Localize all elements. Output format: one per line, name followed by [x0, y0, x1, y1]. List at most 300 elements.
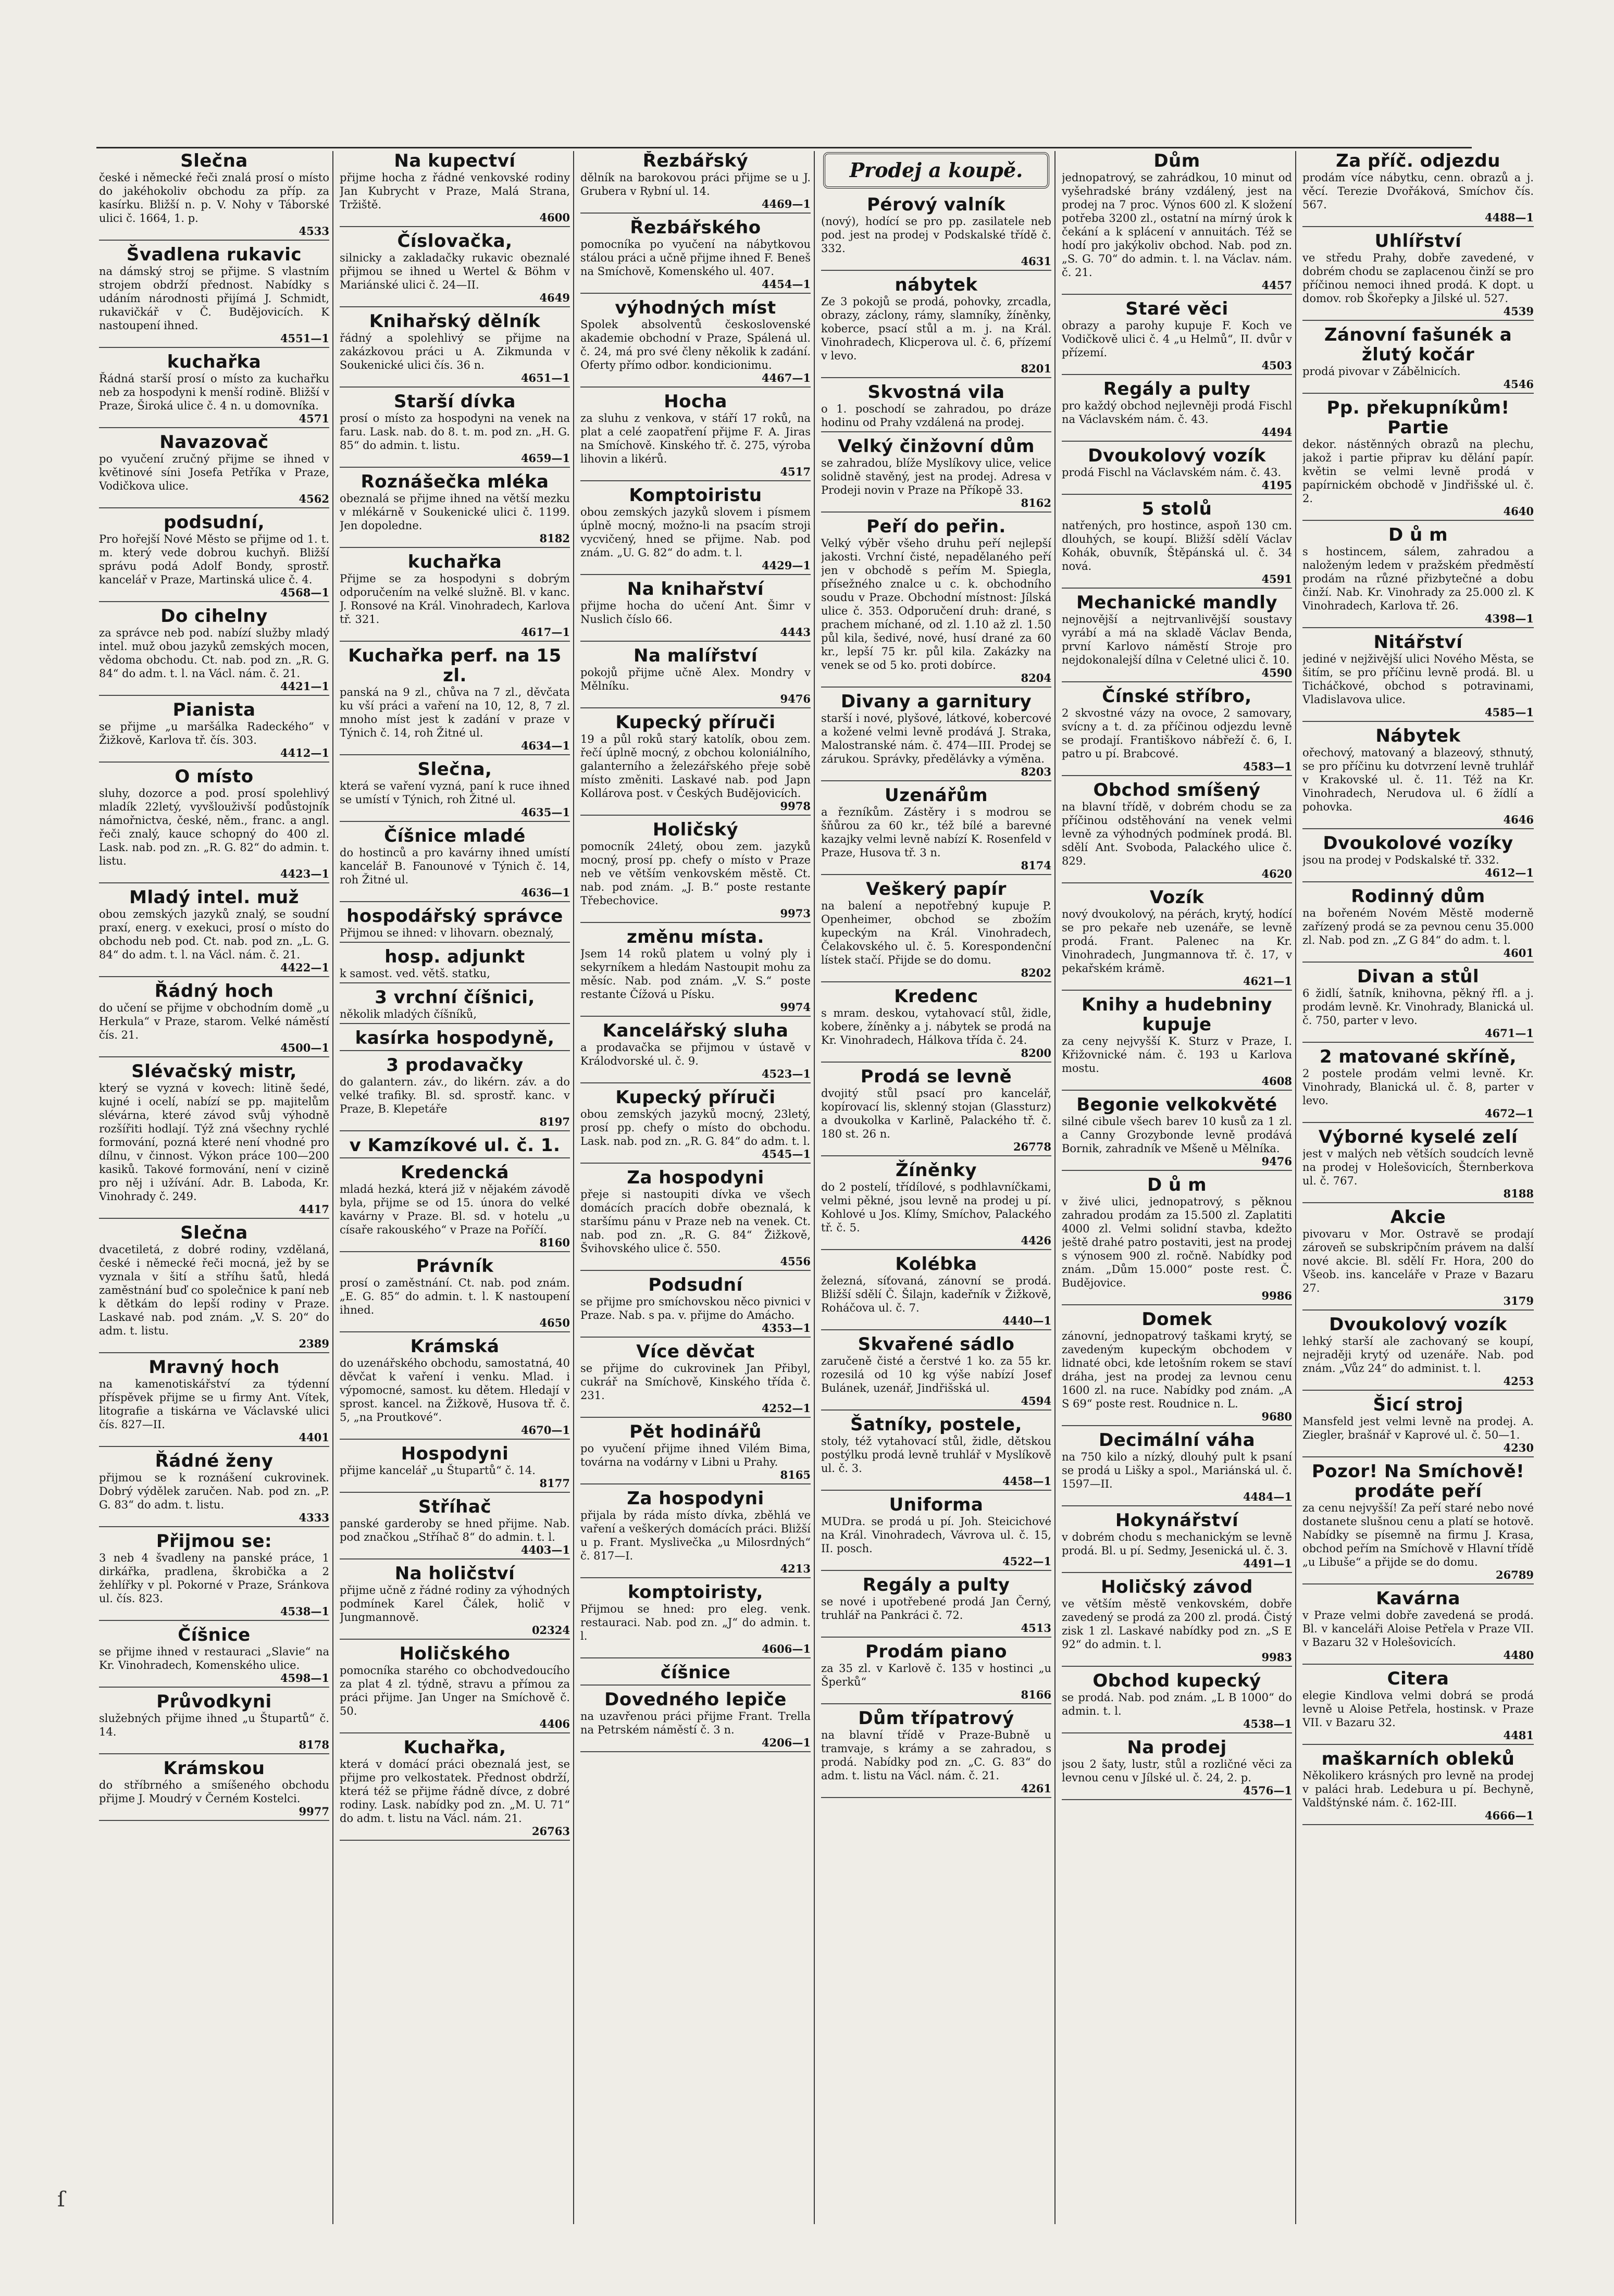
ad-headline: kuchařka	[167, 352, 262, 372]
ad-headline: Prodám piano	[865, 1641, 1008, 1662]
classified-ad	[99, 1223, 329, 1353]
classified-ad	[580, 218, 811, 294]
classified-ad	[1062, 593, 1292, 682]
ad-headline: Dům	[1153, 151, 1200, 171]
classified-ad	[821, 987, 1051, 1063]
classified-ad	[99, 1692, 329, 1754]
ad-body: jsou na prodej v Podskalské tř. 332.	[1302, 854, 1499, 866]
classified-ad	[340, 826, 570, 902]
ad-code: 4522—1	[1002, 1555, 1051, 1568]
ad-headline: O místo	[175, 766, 254, 787]
ad-body: za 35 zl. v Karlově č. 135 v hostinci „u Šperků“	[821, 1662, 1051, 1688]
classified-ad	[580, 1088, 811, 1164]
classified-ad	[99, 513, 329, 602]
ad-headline: komptoiristy,	[628, 1582, 763, 1603]
classified-ad	[1302, 525, 1534, 628]
classified-ad	[1302, 632, 1534, 722]
ad-body: do učení se přijme v obchodním domě „u Herkula“ v Praze, starom. Velké náměstí čís. 21.	[99, 1002, 329, 1041]
ad-body: přijmou se k roznášení cukrovinek. Dobrý výdělek zaručen. Nab. pod zn. „P. G. 83“ do adm. t. listu.	[99, 1471, 329, 1511]
ad-headline: Do cihelny	[160, 606, 268, 627]
top-rule	[96, 147, 1472, 148]
ad-code: 4523—1	[761, 1067, 811, 1080]
ad-body: pomocníka starého co obchodvedoucího za plat 4 zl. týdně, stravu a přímou za práci přijme. Jan Unger na Smíchově č. 50.	[340, 1664, 570, 1717]
ad-body: ve větším městě venkovském, dobře zavedený se prodá za 200 zl. prodá. Čistý zisk 1 zl. Laskavé nabídky pod zn. „S E 92“ do admin. t. l.	[1062, 1598, 1292, 1651]
classified-ad	[1302, 833, 1534, 882]
ad-body: ořechový, matovaný a blazeový, sthnutý, se pro příčinu ku dotvrzení levně truhlář v Krakovské ul. č. 11. Též na Kr. Vinohradech, Nerudova ul. 6 žídlí a pohovka.	[1302, 746, 1534, 813]
ad-body: prosí o místo za hospodyni na venek na faru. Lask. nab. do 8. t. m. pod zn. „H. G. 85“ do admin. t. listu.	[340, 412, 570, 452]
ad-body: dvojitý stůl psací pro kancelář, kopírovací lis, sklenný stojan (Glassturz) a dvoukolka v Karlině, Palackého tř. č. 180 st. 26 n.	[821, 1087, 1051, 1140]
ad-body: Ze 3 pokojů se prodá, pohovky, zrcadla, obrazy, záclony, rámy, slamníky, žíněnky, koberce, psací stůl a m. j. na Král. Vinohradech, Klicperova ul. č. 6, přízemí v levo.	[821, 295, 1051, 362]
classified-ad	[99, 1357, 329, 1447]
ad-body: se přijme ihned v restauraci „Slavie“ na Kr. Vinohradech, Komenského ulice.	[99, 1645, 329, 1671]
classified-ad	[821, 436, 1051, 513]
ad-code: 4556	[780, 1255, 811, 1268]
classified-ad	[340, 1337, 570, 1440]
classified-ad	[580, 1582, 811, 1658]
ad-headline: Begonie velkokvěté	[1076, 1094, 1277, 1115]
ad-headline: Skvostná vila	[867, 382, 1005, 403]
ad-body: za sluhu z venkova, v stáří 17 roků, na plat a celé zaopatření přijme F. A. Jiras na Smíchově. Kinského tř. č. 275, výroba lihovin a likérů.	[580, 412, 811, 465]
ad-code: 4421—1	[280, 680, 329, 693]
ad-headline: podsudní,	[163, 512, 265, 533]
ad-headline: Hokynářství	[1115, 1510, 1239, 1531]
classified-ad	[340, 231, 570, 307]
classified-ad	[1302, 1315, 1534, 1391]
ad-headline: Staré věci	[1125, 298, 1228, 319]
ad-headline: Více děvčat	[636, 1341, 755, 1362]
ad-code: 4253	[1503, 1375, 1534, 1388]
classified-ad	[821, 195, 1051, 271]
classified-ad	[1302, 398, 1534, 521]
ad-code: 4538—1	[1243, 1717, 1292, 1730]
ad-code: 4423—1	[280, 867, 329, 880]
ad-body: Řádná starší prosí o místo za kuchařku neb za hospodyni k menší rodině. Bližší v Praze, Široká ulice č. 4 n. u domovníka.	[99, 372, 329, 412]
ad-headline: Číšnice	[178, 1625, 251, 1645]
ad-code: 9476	[780, 692, 811, 705]
ad-body: prosí o zaměstnání. Ct. nab. pod znám. „E. G. 85“ do admin. t. l. K nastoupení ihned.	[340, 1277, 570, 1316]
ad-body: přijme kancelář „u Štupartů“ č. 14.	[340, 1464, 536, 1477]
classified-ad	[580, 1342, 811, 1418]
ad-code: 9974	[780, 1001, 811, 1014]
classified-ad	[340, 1256, 570, 1332]
ad-headline: Pozor! Na Smíchově! prodáte peří	[1311, 1461, 1525, 1502]
ad-headline: Průvodkyni	[156, 1691, 272, 1712]
classified-columns	[99, 151, 1534, 2224]
ad-body: 6 židlí, šatník, knihovna, pěkný řfl. a j. prodám levně. Kr. Vinohrady, Blanická ul. č. 750, parter v levo.	[1302, 987, 1534, 1027]
ad-headline: Dovedného lepiče	[604, 1689, 787, 1710]
ad-headline: Šatníky, postele,	[850, 1414, 1022, 1435]
ad-body: na kamenotiskářství za týdenní příspěvek přijme se u firmy Ant. Vítek, litografie a tiskárna ve Václavské ulici čís. 827—II.	[99, 1378, 329, 1431]
ad-body: obou zemských jazyků znalý, se soudní praxí, energ. v exekuci, prosí o místo do obchodu neb pod. Ct. nab. pod zn. „L. G. 84“ do adm. t. l. na Václ. nám. č. 21.	[99, 908, 329, 961]
classified-ad	[1062, 687, 1292, 776]
ad-body: natřených, pro hostince, aspoň 130 cm. dlouhých, se koupí. Bližší sdělí Václav Kohák, obuvník, Štěpánská ul. č. 34 nová.	[1062, 519, 1292, 572]
ad-headline: Šicí stroj	[1373, 1394, 1463, 1415]
ad-code: 3179	[1503, 1294, 1534, 1307]
classified-ad	[99, 1625, 329, 1688]
classified-ad	[580, 820, 811, 923]
classified-ad	[1302, 967, 1534, 1043]
ad-code: 4440—1	[1002, 1314, 1051, 1327]
ad-headline: Domek	[1141, 1309, 1212, 1330]
ad-headline: Kuchařka,	[403, 1737, 506, 1758]
ad-body: s hostincem, sálem, zahradou a naloženým ledem v pražském předměstí prodám na různé přizbytečné a dobu činží. Nab. Kr. Vinohrady za 25.000 zl. K Vinohradech, Karlova tř. 26.	[1302, 545, 1534, 612]
classified-ad	[1302, 1669, 1534, 1745]
ad-body: železná, síťovaná, zánovní se prodá. Bližší sdělí Č. Šilajn, kadeřník v Žižkově, Roháčova ul. č. 7.	[821, 1275, 1051, 1314]
ad-code: 4353—1	[761, 1321, 811, 1334]
ad-body: v dobrém chodu s mechanickým se levně prodá. Bl. u pí. Sedmy, Jesenická ul. č. 3.	[1062, 1531, 1292, 1557]
ad-code: 4621—1	[1243, 975, 1292, 988]
ad-body: starší i nové, plyšové, látkové, kobercové a kožené velmi levně prodává J. Straka, Malostranské nám. č. 474—III. Prodej se zárukou. Správky, předělávky a výměna.	[821, 712, 1051, 765]
ad-body: po vyučení přijme ihned Vilém Bima, továrna na vodárny v Libni u Prahy.	[580, 1442, 811, 1468]
ad-headline: Slečna,	[417, 759, 492, 780]
ad-body: Spolek absolventů československé akademie obchodní v Praze, Spálená ul. č. 24, má pro své členy několik k zadání. Oferty přímo odbor. kondicionimu.	[580, 318, 811, 371]
ad-code: 4539	[1503, 305, 1534, 318]
ad-code: 4598—1	[280, 1671, 329, 1684]
ad-headline: Uniforma	[889, 1494, 984, 1515]
ad-body: na bořeném Novém Městě moderně zařízený prodá se za pevnou cenu 35.000 zl. Nab. pod zn. „Z G 84“ do adm. t. l.	[1302, 907, 1534, 946]
ad-headline: Číslovačka,	[397, 231, 513, 252]
ad-code: 4457	[1261, 279, 1292, 292]
classified-ad	[1302, 1589, 1534, 1665]
ad-headline: Na kupectví	[394, 151, 516, 171]
ad-code: 4426	[1021, 1234, 1051, 1247]
classified-ad	[1062, 995, 1292, 1091]
classified-ad	[99, 1451, 329, 1527]
ad-headline: Kolébka	[895, 1254, 977, 1275]
ad-code: 4649	[539, 291, 570, 304]
ad-code: 4417	[299, 1203, 329, 1216]
ad-headline: maškarních obleků	[1321, 1749, 1515, 1769]
ad-body: panské garderoby se hned přijme. Nab. pod značkou „Stříhač 8“ do admin. t. l.	[340, 1517, 570, 1543]
ad-headline: Velký činžovní dům	[838, 436, 1035, 457]
ad-code: 9978	[780, 800, 811, 813]
ad-body: silné cibule všech barev 10 kusů za 1 zl. a Canny Grozybonde levně prodává Bornik, zahradník ve Mšeně u Mělníka.	[1062, 1115, 1292, 1155]
ad-code: 4481	[1503, 1729, 1534, 1742]
ad-headline: Mladý intel. muž	[129, 887, 299, 908]
classified-ad	[1062, 499, 1292, 589]
ad-code: 4429—1	[761, 559, 811, 572]
ad-body: jediné v nejživější ulici Nového Města, se šitím, se pro příčinu levně prodá. Bl. u Ticháčkové, obchod s potravinami, Vladislavova ulice.	[1302, 653, 1534, 706]
ad-code: 4494	[1261, 426, 1292, 439]
ad-headline: Dvoukolový vozík	[1088, 445, 1266, 466]
ad-headline: Slévačský mistr,	[131, 1061, 297, 1082]
classified-ad	[1062, 299, 1292, 375]
ad-headline: Stříhač	[418, 1496, 491, 1517]
ad-headline: Akcie	[1390, 1207, 1446, 1228]
ad-headline: Kredenc	[894, 986, 978, 1007]
ad-body: pokojů přijme učně Alex. Mondry v Mělníku.	[580, 666, 811, 692]
ad-headline: Knihy a hudebniny kupuje	[1081, 994, 1273, 1035]
ad-headline: Veškerý papír	[866, 879, 1007, 900]
ad-body: se zahradou, blíže Myslíkovy ulice, velice solidně stavěný, jest na prodej. Adresa v Prodeji novin v Praze na Příkopě 33.	[821, 457, 1051, 496]
ad-code: 8160	[539, 1236, 570, 1249]
ad-body: řádný a spolehlivý se přijme na zakázkovou práci u A. Zikmunda v Soukenické ulici čís. 36 n.	[340, 332, 570, 371]
ad-headline: Krámská	[410, 1336, 500, 1357]
classified-ad	[99, 981, 329, 1057]
ad-body: (nový), hodící se pro pp. zasilatele neb pod. jest na prodej v Podskalské třídě č. 332.	[821, 215, 1051, 255]
ad-code: 4617—1	[520, 626, 570, 639]
ad-code: 9476	[1261, 1155, 1292, 1168]
ad-body: o 1. poschodí se zahradou, po dráze hodinu od Prahy vzdálená na prodej.	[821, 403, 1051, 429]
ad-code: 8202	[1021, 966, 1051, 979]
ad-code: 4403—1	[520, 1543, 570, 1556]
ad-code: 8178	[299, 1738, 329, 1751]
ad-body: k samost. ved. větš. statku,	[340, 967, 490, 980]
ad-code: 4422—1	[280, 961, 329, 974]
ad-headline: Navazovač	[159, 432, 269, 453]
ad-code: 4594	[1021, 1394, 1051, 1407]
classified-ad	[340, 1444, 570, 1493]
ad-body: zaručeně čisté a čerstvé 1 ko. za 55 kr. rozesilá od 10 kg výše nabízí Josef Bulánek, uzenář, Jindřišská ul.	[821, 1355, 1051, 1394]
ad-headline: 3 vrchní číšnici,	[375, 987, 535, 1008]
classified-ad	[340, 759, 570, 822]
ad-body: ve středu Prahy, dobře zavedené, v dobrém chodu se zaplacenou činží se pro příčinou nemoci ihned prodá. K dopt. u domov. rob Škořepky a Jilské ul. 527.	[1302, 252, 1534, 305]
ad-headline: Řezbářský	[642, 151, 749, 171]
ad-headline: hosp. adjunkt	[384, 946, 525, 967]
classified-ad	[340, 906, 570, 943]
ad-body: na balení a nepotřebný kupuje P. Openheimer, obchod se zbožím kupeckým na Král. Vinohradech, Čelakovského ul. č. 5. Korespondenční lístek stačí. Přijde se do domu.	[821, 900, 1051, 966]
ad-headline: Kupecký příruči	[615, 1087, 776, 1108]
classified-ad	[99, 352, 329, 428]
ad-headline: Mravný hoch	[148, 1357, 280, 1378]
classified-ad	[580, 646, 811, 708]
ad-headline: Kuchařka perf. na 15 zl.	[348, 645, 562, 686]
ad-headline: Slečna	[180, 151, 248, 171]
classified-ad	[340, 1564, 570, 1640]
ad-headline: nábytek	[895, 274, 978, 295]
classified-ad	[580, 1275, 811, 1338]
ad-headline: Právník	[416, 1256, 494, 1277]
classified-ad	[99, 1531, 329, 1621]
column-4	[821, 151, 1056, 2224]
classified-ad	[821, 879, 1051, 982]
ad-body: přijme učně z řádné rodiny za výhodných podmínek Karel Čálek, holič v Jungmannově.	[340, 1584, 570, 1624]
ad-body: se přijme „u maršálka Radeckého“ v Žižkově, Karlova tř. čís. 303.	[99, 720, 329, 746]
section-title: Prodej a koupě.	[823, 152, 1049, 189]
ad-headline: Za hospodyni	[627, 1167, 764, 1188]
ad-body: 3 neb 4 švadleny na panské práce, 1 dirkářka, pradlena, škrobička a 2 žehlířky v pl. Pokorné v Praze, Sránkova ul. čís. 823.	[99, 1552, 329, 1605]
ad-code: 4601	[1503, 946, 1534, 959]
classified-ad	[580, 1489, 811, 1578]
ad-body: za ceny nejvyšší K. Sturz v Praze, I. Křižovnické nám. č. 193 u Karlova mostu.	[1062, 1035, 1292, 1075]
ad-code: 4583—1	[1243, 760, 1292, 773]
classified-ad	[821, 1067, 1051, 1156]
classified-ad	[1302, 325, 1534, 394]
ad-headline: Regály a pulty	[862, 1575, 1010, 1595]
ad-code: 9977	[299, 1805, 329, 1818]
classified-ad	[340, 472, 570, 548]
ad-code: 4488—1	[1484, 211, 1534, 224]
ad-body: prodám více nábytku, cenn. obrazů a j. věcí. Terezie Dvořáková, Smíchov čís. 567.	[1302, 171, 1534, 211]
ad-headline: Holičský	[652, 819, 739, 840]
ad-code: 4606—1	[761, 1642, 811, 1655]
ad-body: elegie Kindlova velmi dobrá se prodá levně u Aloise Petřela, hostinsk. v Praze VII. v Bazaru 32.	[1302, 1689, 1534, 1729]
ad-body: do stříbrného a smíšeného obchodu přijme J. Moudrý v Černém Kostelci.	[99, 1779, 329, 1805]
ad-headline: Nábytek	[1375, 726, 1461, 746]
ad-code: 4646	[1503, 813, 1534, 826]
ad-body: do uzenářského obchodu, samostatná, 40 děvčat k vaření i venku. Mlad. i výpomocné, samost. ku dětem. Hledají v sprost. kancel. na Žižkově, Husova tř. č. 5, „na Proutkové“.	[340, 1357, 570, 1424]
ad-headline: Holičského	[399, 1643, 511, 1664]
ad-body: Mansfeld jest velmi levně na prodej. A. Ziegler, brašnář v Kaprové ul. č. 50—1.	[1302, 1415, 1534, 1441]
ad-body: Přijmou se ihned: v lihovarn. obeznalý,	[340, 927, 554, 939]
ad-code: 8166	[1021, 1688, 1051, 1701]
classified-ad	[1302, 1749, 1534, 1825]
ad-body: na 750 kilo a nízký, dlouhý pult k psaní se prodá u Lišky a spol., Mariánská ul. č. 1597—II.	[1062, 1451, 1292, 1490]
ad-headline: Řádný hoch	[154, 981, 274, 1002]
classified-ad	[340, 392, 570, 468]
ad-code: 4568—1	[280, 586, 329, 599]
ad-body: Jsem 14 roků platem u volný ply i sekyrníkem a hledám Nastoupit mohu za měsíc. Nab. pod znám. „V. S.“ poste restante Čížová u Písku.	[580, 947, 811, 1001]
ad-body: 2 postele prodám velmi levně. Kr. Vinohrady, Blanická ul. č. 8, parter v levo.	[1302, 1067, 1534, 1107]
ad-headline: D ů m	[1388, 525, 1448, 545]
ad-headline: Přijmou se:	[156, 1531, 272, 1552]
ad-code: 8174	[1021, 859, 1051, 872]
ad-body: 19 a půl roků starý katolík, obou zem. řečí úplně mocný, z obchou koloniálního, galanterního a železářského přeje sobě místo změniti. Laskavé nab. pod Japn Kollárova post. v Českých Budějovicích.	[580, 733, 811, 800]
ad-code: 26789	[1495, 1568, 1534, 1581]
ad-body: se prodá. Nab. pod znám. „L B 1000“ do admin. t. l.	[1062, 1691, 1292, 1717]
classified-ad	[821, 1642, 1051, 1704]
ad-code: 4659—1	[520, 452, 570, 465]
classified-ad	[580, 151, 811, 214]
classified-ad	[1062, 1671, 1292, 1733]
ad-headline: Švadlena rukavic	[126, 244, 302, 265]
ad-body: silnicky a zakladačky rukavic obeznalé přijmou se ihned u Wertel & Böhm v Mariánské ulici č. 24—II.	[340, 252, 570, 291]
ad-body: která se vaření vyzná, paní k ruce ihned se umístí v Týnich, roh Žitné ul.	[340, 780, 570, 806]
classified-ad	[821, 382, 1051, 432]
ad-code: 4546	[1503, 378, 1534, 391]
ad-headline: Knihařský dělník	[369, 311, 541, 332]
ad-headline: Uzenářům	[884, 785, 988, 806]
ad-headline: kasírka hospodyně,	[355, 1028, 555, 1049]
ad-body: Několikero krásných pro levně na prodej v paláci hrab. Ledebura u pí. Bechyně, Valdštýnské nám. č. 162-III.	[1302, 1769, 1534, 1809]
classified-ad	[821, 1708, 1051, 1798]
ad-headline: Pp. překupníkům! Partie	[1326, 397, 1510, 438]
ad-body: s mram. deskou, vytahovací stůl, židle, kobere, žíněnky a j. nábytek se prodá na Kr. Vinohradech, Hálkova třída č. 24.	[821, 1007, 1051, 1046]
column-3	[580, 151, 815, 2224]
ad-code: 4484—1	[1243, 1490, 1292, 1503]
ad-body: přeje si nastoupiti dívka ve všech domácích pracích dobře obeznalá, k staršímu pánu v Praze neb na venek. Ct. nab. pod zn. „R. G. 84“ Žižkově, Švihovského ulice č. 550.	[580, 1188, 811, 1255]
classified-ad	[99, 1062, 329, 1219]
ad-body: panská na 9 zl., chůva na 7 zl., děvčata ku vší práci a vaření na 10, 12, 8, 7 zl. mnoho míst jest k zadání v praze v Týnich č. 14, roh Žitné ul.	[340, 686, 570, 739]
ad-code: 4538—1	[280, 1605, 329, 1618]
classified-ad	[580, 1422, 811, 1484]
ad-code: 4620	[1261, 867, 1292, 880]
classified-ad	[1062, 446, 1292, 495]
ad-headline: Hospodyni	[401, 1443, 509, 1464]
classified-ad	[1062, 1095, 1292, 1171]
classified-ad	[340, 1738, 570, 1841]
ad-headline: Regály a pulty	[1103, 379, 1251, 400]
ad-code: 4230	[1503, 1441, 1534, 1454]
classified-ad	[1302, 887, 1534, 963]
classified-ad	[821, 1254, 1051, 1330]
classified-ad	[821, 275, 1051, 378]
classified-ad	[821, 1161, 1051, 1250]
ad-code: 8188	[1503, 1187, 1534, 1200]
classified-ad	[1302, 151, 1534, 227]
ad-code: 4545—1	[761, 1147, 811, 1161]
classified-ad	[340, 311, 570, 388]
ad-body: na blavní třídě v Praze-Bubně u tramvaje, s krámy a se zahradou, s prodá. Nabídky pod zn. „C. G. 83“ do adm. t. listu na Václ. nám. č. 21.	[821, 1729, 1051, 1782]
ad-code: 8203	[1021, 765, 1051, 778]
ad-headline: Kancelářský sluha	[602, 1020, 789, 1041]
ad-body: služebných přijme ihned „u Štupartů“ č. 14.	[99, 1712, 329, 1738]
classified-ad	[340, 1163, 570, 1252]
ad-code: 4467—1	[761, 371, 811, 384]
classified-ad	[1302, 231, 1534, 321]
column-6	[1302, 151, 1537, 2224]
ad-code: 8197	[539, 1115, 570, 1128]
ad-body: stoly, též vytahovací stůl, židle, dětskou postýlku prodá levně truhlář v Myslíkově ul. č. 3.	[821, 1435, 1051, 1475]
ad-code: 4503	[1261, 359, 1292, 372]
ad-body: který se vyzná v kovech: litině šedé, kujné i ocelí, nabízí se pp. majitelům slévárna, které závod svůj výhodně rozšířiti hodlají. Týž zná všechny rychlé formování, pozná které není vhodné pro dílnu, v činnost. Výkon práce 100—200 kasiků. Takové formování, není v cizině pro něj i užívání. Adr. B. Laboda, Kr. Vinohrady č. 249.	[99, 1082, 329, 1203]
ad-code: 4636—1	[520, 886, 570, 899]
ad-code: 8177	[539, 1477, 570, 1490]
ad-body: jednopatrový, se zahrádkou, 10 minut od vyšehradské brány vzdálený, jest na prodej na 7 proc. Výnos 600 zl. K složení potřeba 3200 zl., ostatní na mírný úrok k čekání a k splácení v annuitách. Též se hodí pro jakýkoliv obchod. Nab. pod zn. „S. G. 70“ do admin. t. l. na Václav. nám. č. 21.	[1062, 171, 1292, 279]
ad-code: 4406	[539, 1717, 570, 1730]
ad-body: dvacetiletá, z dobré rodiny, vzdělaná, české i německé řeči mocná, jež by se vyznala v šití a stříhu šatů, hledá zaměstnání buď co společnice k paní neb k dětkám do lepší rodiny v Praze. Laskavé nab. pod znám. „V. S. 20“ do adm. t. listu.	[99, 1243, 329, 1337]
ad-code: 4551—1	[280, 332, 329, 345]
ad-body: v Praze velmi dobře zavedená se prodá. Bl. v kanceláři Aloise Petřela v Praze VII. v Bazaru 32 v Holešovicích.	[1302, 1609, 1534, 1649]
ad-body: jsou 2 šaty, lustr, stůl a rozličné věci za levnou cenu v Jílské ul. č. 24, 2. p.	[1062, 1758, 1292, 1784]
ad-headline: Řádné ženy	[155, 1451, 274, 1471]
ad-headline: Na malířství	[634, 645, 758, 666]
classified-ad	[1302, 726, 1534, 829]
ad-headline: Nitářství	[1373, 632, 1463, 653]
ad-headline: Krámskou	[163, 1758, 265, 1779]
ad-body: MUDra. se prodá u pí. Joh. Steicichové na Král. Vinohradech, Vávrova ul. č. 15, II. posch.	[821, 1515, 1051, 1555]
classified-ad	[340, 1028, 570, 1051]
ad-code: 4458—1	[1002, 1475, 1051, 1488]
ad-headline: Starší dívka	[394, 391, 516, 412]
ad-code: 9983	[1261, 1651, 1292, 1664]
classified-ad	[1302, 1047, 1534, 1123]
ad-headline: Skvařené sádlo	[858, 1334, 1015, 1355]
ad-code: 4398—1	[1484, 612, 1534, 625]
ad-code: 4640	[1503, 505, 1534, 518]
classified-ad	[99, 151, 329, 241]
ad-body: Velký výběr všeho druhu peří nejlepší jakosti. Vrchní čisté, nepadělaného peří jen v obchodě s peřím M. Spiegla, přísežného znalce u c. k. obchodního soudu v Praze. Obchodní místnost: Jílská ulice č. 353. Odporučení druh: drané, s prachem míchané, od zl. 1.10 až zl. 1.50 půl kila, šedivé, nové, husí drané za 60 kr., lepší 75 kr. půl kila. Zakázky na venek se od 5 ko. proti dobírce.	[821, 537, 1051, 671]
ad-code: 4469—1	[761, 197, 811, 210]
ad-body: na blavní třídě, v dobrém chodu se za příčinou odstěhování na venek velmi levně za výhodných podmínek prodá. Bl. sdělí Ant. Svoboda, Palackého ulice č. 829.	[1062, 801, 1292, 867]
ad-headline: Holičský závod	[1101, 1577, 1253, 1598]
ad-code: 2389	[299, 1337, 329, 1350]
ad-headline: Citera	[1387, 1668, 1449, 1689]
ad-body: obeznalá se přijme ihned na větší mezku v mlékárně v Soukenické ulici č. 1199. Jen dopoledne.	[340, 492, 570, 532]
classified-ad	[99, 432, 329, 508]
ad-body: za cenu nejvyšší! Za peří staré nebo nové dostanete slušnou cenu a platí se hotově. Nabídky se písemně na firmu J. Krasa, obchod peřím na Smíchově v Hlavní třídě „u Libuše“ a přijde se do domu.	[1302, 1502, 1534, 1568]
ad-code: 4576—1	[1243, 1784, 1292, 1797]
ad-headline: v Kamzíkové ul. č. 1.	[349, 1135, 561, 1156]
ad-body: na uzavřenou práci přijme Frant. Trella na Petrském náměstí č. 3 n.	[580, 1710, 811, 1736]
ad-headline: Kavárna	[1376, 1588, 1460, 1609]
ad-headline: Na holičství	[394, 1563, 515, 1584]
classified-ad	[340, 1055, 570, 1131]
classified-ad	[1062, 1577, 1292, 1667]
ad-body: obrazy a parohy kupuje F. Koch ve Vodičkově ulici č. 4 „u Helmů“, II. dvůr v přízemí.	[1062, 319, 1292, 359]
classified-ad	[1062, 1738, 1292, 1800]
ad-code: 4491—1	[1243, 1557, 1292, 1570]
classified-ad	[580, 1021, 811, 1083]
classified-ad	[1302, 1207, 1534, 1311]
ad-code: 26763	[531, 1825, 570, 1838]
ad-body: do hostinců a pro kavárny ihned umístí kancelář B. Fanounové v Týnich č. 14, roh Žitné ul.	[340, 846, 570, 886]
ad-body: sluhy, dozorce a pod. prosí spolehlivý mladík 22letý, vyvšlouživší podůstojník námořnictva, české, něm., franc. a angl. řeči znalý, kauce schopný do 400 zl. Lask. nab. pod zn. „R. G. 82“ do admin. t. listu.	[99, 787, 329, 867]
classified-ad	[580, 927, 811, 1017]
ad-body: přijme hocha z řádné venkovské rodiny Jan Kubrycht v Praze, Malá Strana, Tržiště.	[340, 171, 570, 211]
ad-headline: Dům třípatrový	[858, 1708, 1014, 1729]
ad-body: dekor. nástěnných obrazů na plechu, jakož i partie připrav ku dělání papír. květin se velmi levně prodá v papírnickém obchodě v Jindřišské ul. č. 2.	[1302, 438, 1534, 505]
